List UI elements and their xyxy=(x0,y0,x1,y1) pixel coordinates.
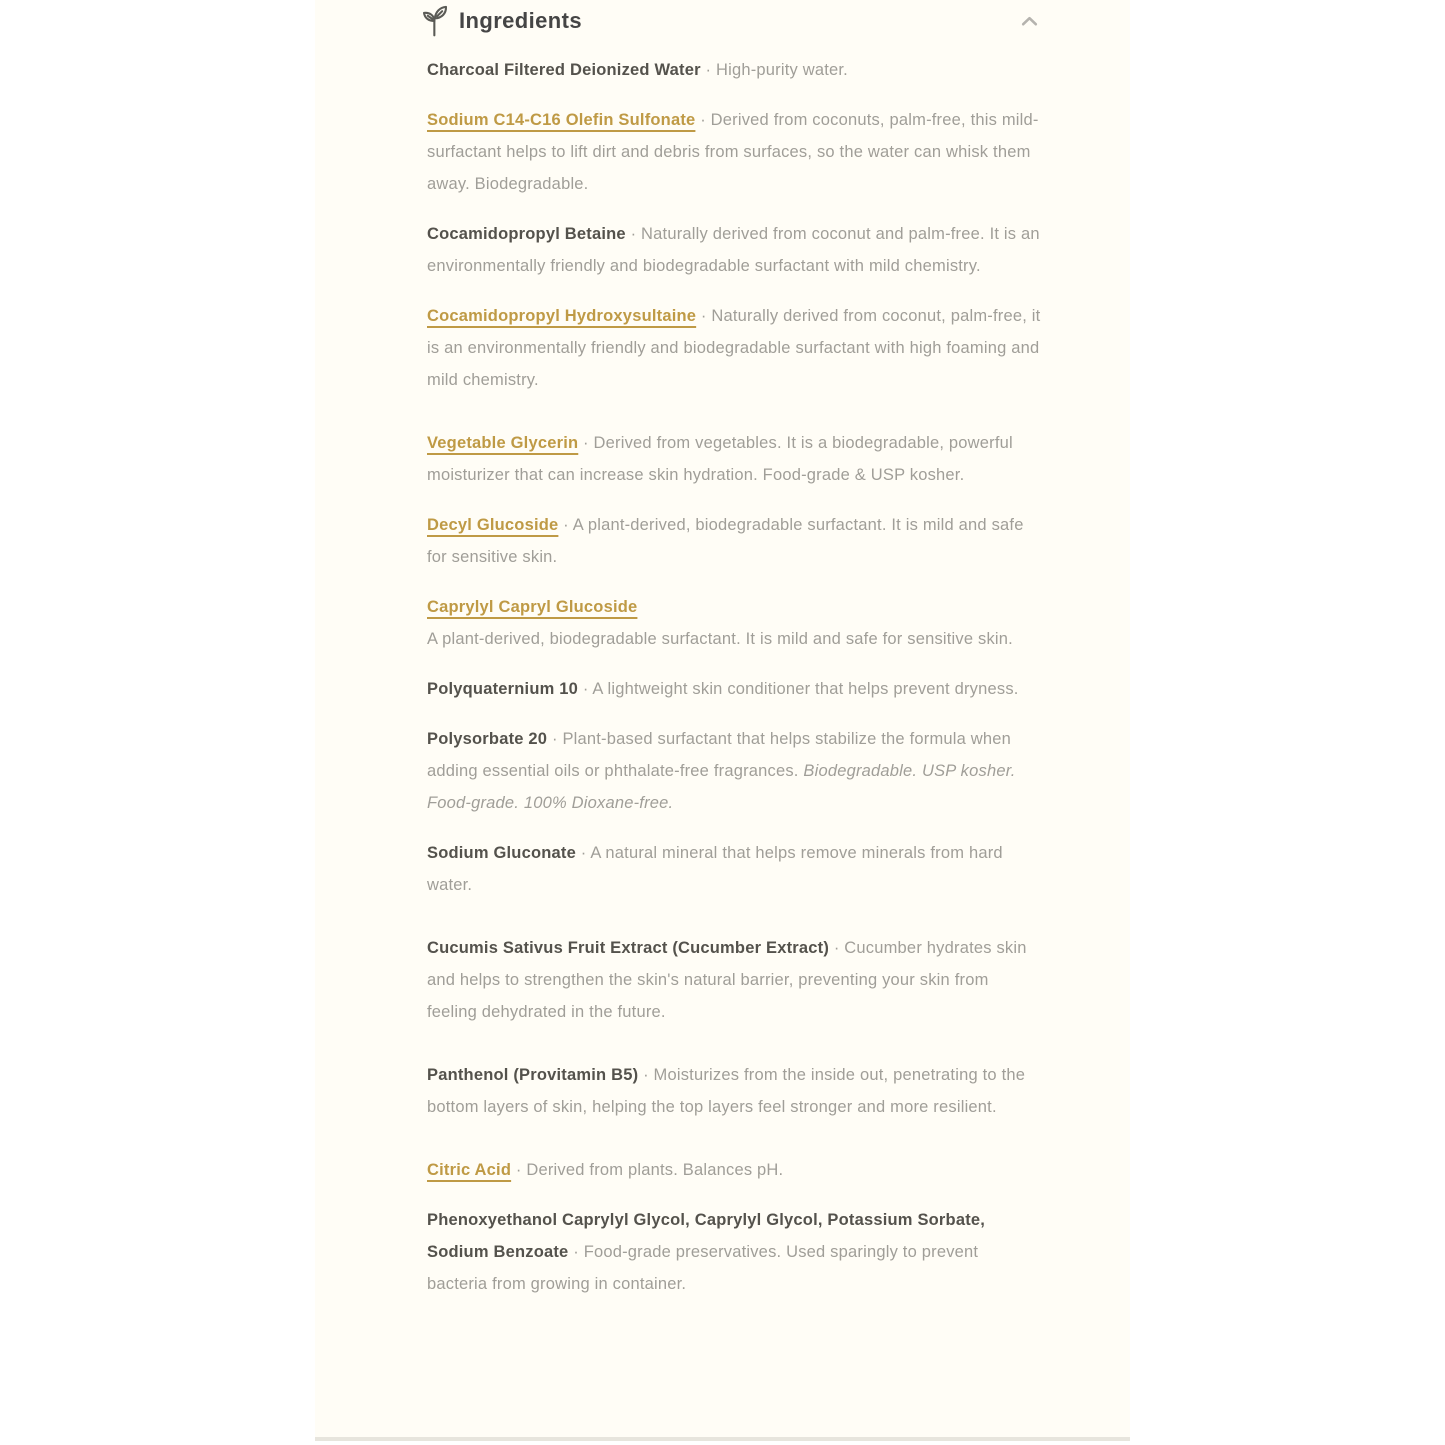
ingredient-description: Plant-based surfactant that helps stabilize the formula when adding essential oils or phthalate-free fragrances. Biodegradable. USP kosher. Food-grade. 100% Dioxane-free. xyxy=(427,730,1016,812)
dot-separator: · xyxy=(575,844,591,862)
ingredients-accordion-header[interactable] xyxy=(427,2,1042,38)
ingredient-entry xyxy=(427,1059,1042,1123)
ingredient-name: Sodium Gluconate xyxy=(427,844,576,862)
ingredient-description: Derived from plants. Balances pH. xyxy=(526,1161,784,1179)
ingredient-name: Phenoxyethanol Caprylyl Glycol, Caprylyl Glycol, Potassium Sorbate, Sodium Benzoate xyxy=(427,1211,986,1261)
ingredient-list xyxy=(427,54,1042,1300)
ingredient-name: Polysorbate 20 xyxy=(427,730,548,748)
ingredient-entry xyxy=(427,673,1042,705)
ingredient-description: A lightweight skin conditioner that helps prevent dryness. xyxy=(592,680,1019,698)
dot-separator: · xyxy=(696,307,712,325)
dot-separator: · xyxy=(578,680,593,698)
ingredient-description: Cucumber hydrates skin and helps to strengthen the skin's natural barrier, preventing your skin from feeling dehydrated in the future. xyxy=(427,939,1027,1021)
ingredient-name: Polyquaternium 10 xyxy=(427,680,579,698)
section-title: Ingredients xyxy=(459,8,582,33)
ingredient-entry xyxy=(427,1204,1042,1300)
ingredient-name: Cocamidopropyl Betaine xyxy=(427,225,626,243)
ingredient-entry xyxy=(427,1154,1042,1186)
ingredient-description: Naturally derived from coconut and palm-free. It is an environmentally friendly and biodegradable surfactant with mild chemistry. xyxy=(427,225,1040,275)
ingredient-entry xyxy=(427,218,1042,282)
ingredient-description: Food-grade preservatives. Used sparingly to prevent bacteria from growing in container. xyxy=(427,1243,979,1293)
sprout-leaf-icon xyxy=(419,4,451,38)
ingredient-description: A plant-derived, biodegradable surfactant. It is mild and safe for sensitive skin. xyxy=(427,630,1013,648)
ingredient-link[interactable]: Sodium C14-C16 Olefin Sulfonate xyxy=(427,111,696,129)
ingredient-entry xyxy=(427,427,1042,491)
dot-separator: · xyxy=(695,111,711,129)
ingredient-description: Moisturizes from the inside out, penetrating to the bottom layers of skin, helping the top layers feel stronger and more resilient. xyxy=(427,1066,1026,1116)
ingredient-entry xyxy=(427,104,1042,200)
ingredient-description: A plant-derived, biodegradable surfactant. It is mild and safe for sensitive skin. xyxy=(427,516,1024,566)
ingredient-description: High-purity water. xyxy=(715,61,848,79)
dot-separator: · xyxy=(578,434,594,452)
dot-separator: · xyxy=(547,730,563,748)
dot-separator: · xyxy=(625,225,642,243)
ingredient-entry xyxy=(427,591,1042,655)
ingredient-link[interactable]: Vegetable Glycerin xyxy=(427,434,579,452)
ingredient-entry xyxy=(427,723,1042,819)
ingredient-entry xyxy=(427,54,1042,86)
ingredient-name: Cucumis Sativus Fruit Extract (Cucumber Extract) xyxy=(427,939,830,957)
ingredient-name: Panthenol (Provitamin B5) xyxy=(427,1066,639,1084)
dot-separator: · xyxy=(511,1161,527,1179)
dot-separator: · xyxy=(829,939,845,957)
ingredient-entry xyxy=(427,509,1042,573)
ingredient-description: Derived from vegetables. It is a biodegradable, powerful moisturizer that can increase skin hydration. Food-grade & USP kosher. xyxy=(427,434,1013,484)
ingredient-name: Charcoal Filtered Deionized Water xyxy=(427,61,701,79)
ingredients-panel xyxy=(315,0,1130,1441)
dot-separator: · xyxy=(638,1066,654,1084)
dot-separator: · xyxy=(558,516,573,534)
ingredient-link[interactable]: Cocamidopropyl Hydroxysultaine xyxy=(427,307,697,325)
ingredient-link[interactable]: Decyl Glucoside xyxy=(427,516,559,534)
dot-separator: · xyxy=(568,1243,584,1261)
chevron-up-icon[interactable] xyxy=(1017,12,1042,31)
ingredient-description: A natural mineral that helps remove minerals from hard water. xyxy=(427,844,1003,894)
ingredient-entry xyxy=(427,300,1042,396)
ingredient-link[interactable]: Caprylyl Capryl Glucoside xyxy=(427,598,638,616)
ingredient-description: Derived from coconuts, palm-free, this mild-surfactant helps to lift dirt and debris from surfaces, so the water can whisk them away. Biodegradable. xyxy=(427,111,1039,193)
ingredient-entry xyxy=(427,932,1042,1028)
ingredient-link[interactable]: Citric Acid xyxy=(427,1161,512,1179)
ingredient-description: Naturally derived from coconut, palm-free, it is an environmentally friendly and biodegradable surfactant with high foaming and mild chemistry. xyxy=(427,307,1041,389)
dot-separator: · xyxy=(700,61,716,79)
ingredient-entry xyxy=(427,837,1042,901)
